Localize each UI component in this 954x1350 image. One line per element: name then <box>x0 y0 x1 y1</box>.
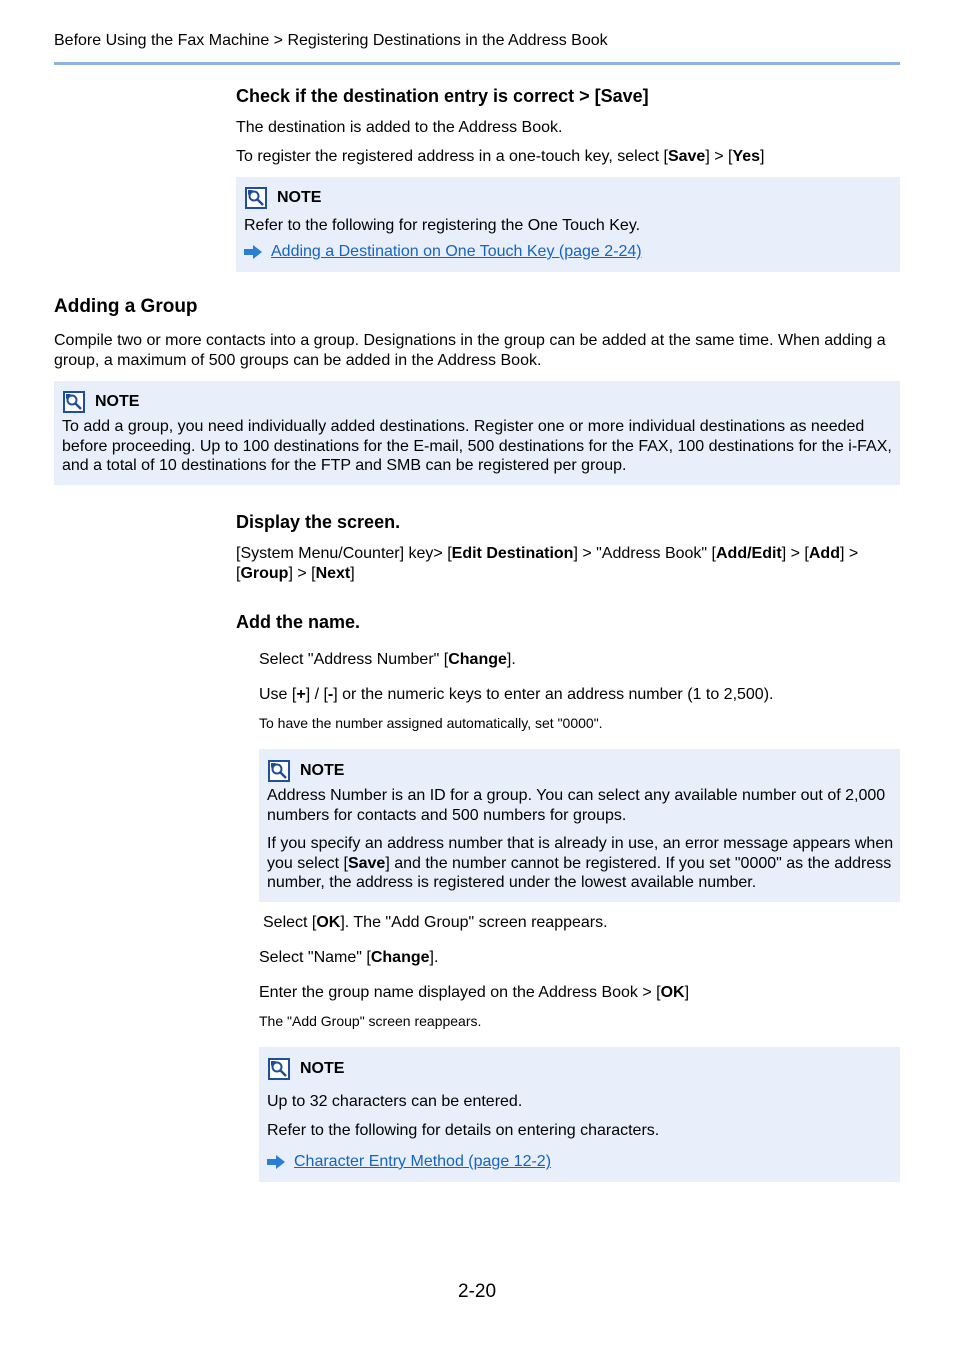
note-header <box>63 391 139 413</box>
note-box-address-number <box>259 749 900 902</box>
step-save-line1: The destination is added to the Address Book. <box>236 119 563 136</box>
page-number: 2-20 <box>458 1281 497 1302</box>
substep-enter-name: Enter the group name displayed on the Address Book > [OK] <box>259 984 690 1001</box>
breadcrumb: Before Using the Fax Machine > Registering Destinations in the Address Book <box>54 32 608 49</box>
note-icon <box>245 187 267 209</box>
link-row-characters <box>267 1153 551 1171</box>
note-header <box>268 1058 344 1080</box>
step-save-line2: To register the registered address in a one-touch key, select [Save] > [Yes] <box>236 148 765 165</box>
substep-ok: Select [OK]. The "Add Group" screen reappears. <box>263 914 608 931</box>
step-save-title: Check if the destination entry is correct > [Save] <box>236 86 649 106</box>
note-icon <box>268 760 290 782</box>
note-icon <box>268 1058 290 1080</box>
arrow-right-icon <box>244 245 262 259</box>
note-text: Refer to the following for registering the One Touch Key. <box>244 217 641 234</box>
note-header <box>268 760 344 782</box>
link-row-one-touch <box>244 243 642 261</box>
section-intro: Compile two or more contacts into a group. Designations in the group can be added at the same time. When adding a group, a maximum of 500 groups can be added in the Address Book. <box>54 332 886 369</box>
header-rule <box>54 62 900 65</box>
note-label: NOTE <box>300 762 345 779</box>
substep-enter-name-hint: The "Add Group" screen reappears. <box>259 1013 482 1029</box>
substep-enter-number-hint: To have the number assigned automatically, set "0000". <box>259 715 603 731</box>
step-display-title: Display the screen. <box>236 512 401 532</box>
step-name-title: Add the name. <box>236 612 361 632</box>
note-text: To add a group, you need individually added destinations. Register one or more individual destinations as needed before proceeding. Up to 100 destinations for the E-mail, 500 destinations for the FAX, 100 destinations for the i-FAX, and a total of 10 destinations for the FTP and SMB can be registered per group. <box>62 418 892 474</box>
note-label: NOTE <box>95 393 140 410</box>
note-line2: Refer to the following for details on entering characters. <box>267 1122 660 1139</box>
link-character-entry[interactable]: Character Entry Method (page 12-2) <box>294 1153 552 1170</box>
note-box-characters <box>259 1047 900 1182</box>
link-one-touch-key[interactable]: Adding a Destination on One Touch Key (page 2-24) <box>271 243 642 260</box>
note-para1: Address Number is an ID for a group. You can select any available number out of 2,000 numbers for contacts and 500 numbers for groups. <box>267 787 886 824</box>
arrow-right-icon <box>267 1155 285 1169</box>
note-label: NOTE <box>277 189 322 206</box>
note-box-one-touch <box>236 177 900 272</box>
section-title: Adding a Group <box>54 296 198 317</box>
note-line1: Up to 32 characters can be entered. <box>267 1093 523 1110</box>
note-icon <box>63 391 85 413</box>
substep-enter-number: Use [+] / [-] or the numeric keys to enter an address number (1 to 2,500). <box>259 686 774 703</box>
step-display-path: [System Menu/Counter] key> [Edit Destination] > "Address Book" [Add/Edit] > [Add] > [Group] > [Next] <box>236 545 859 582</box>
note-box-group <box>54 381 900 485</box>
substep-name-change: Select "Name" [Change]. <box>259 949 439 966</box>
note-para2: If you specify an address number that is already in use, an error message appears when you select [Save] and the number cannot be registered. If you set "0000" as the address number, the address is registered under the lowest available number. <box>267 835 894 891</box>
note-label: NOTE <box>300 1060 345 1077</box>
note-header <box>245 187 321 209</box>
substep-address-number: Select "Address Number" [Change]. <box>259 651 516 668</box>
